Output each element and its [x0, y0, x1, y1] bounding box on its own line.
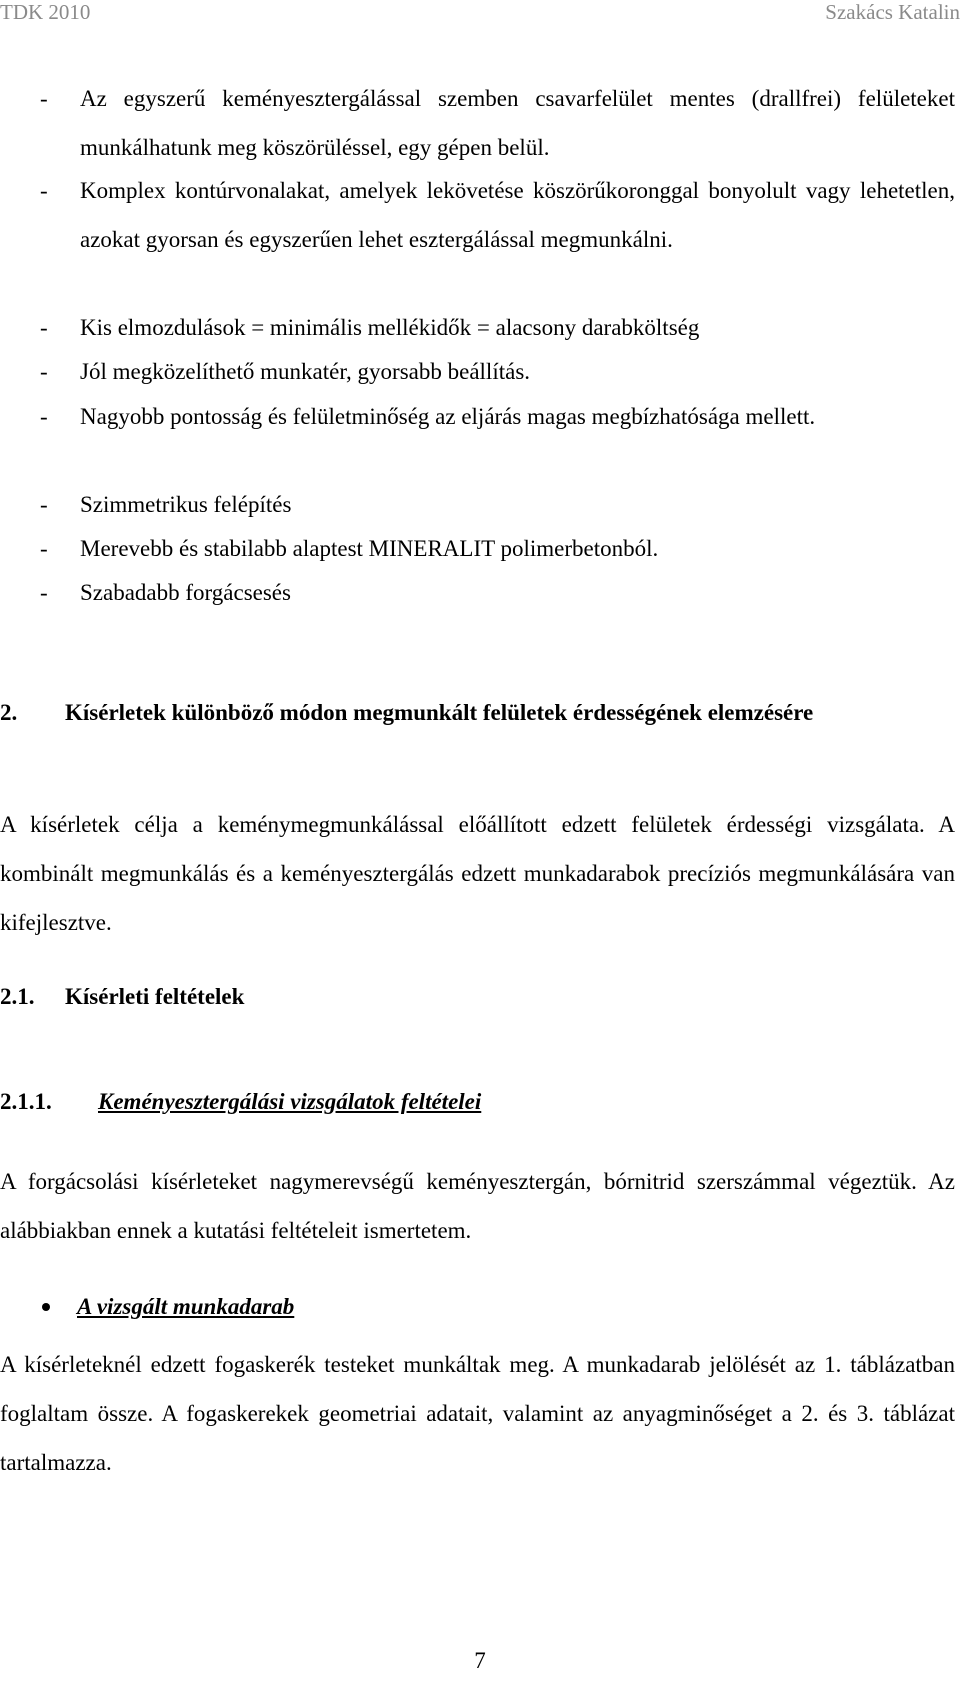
dash-marker: - — [40, 178, 48, 203]
list-item — [0, 166, 955, 264]
list-item — [0, 480, 955, 529]
workpiece-title: A vizsgált munkadarab — [77, 1294, 295, 1319]
subsection-title: Kísérleti feltételek — [65, 984, 245, 1009]
header-right: Szakács Katalin — [825, 0, 960, 24]
list-item-text: Jól megközelíthető munkatér, gyorsabb beállítás. — [80, 359, 531, 384]
section-heading — [0, 688, 955, 737]
page-number: 7 — [474, 1648, 486, 1673]
subsection-number: 2.1. — [0, 984, 35, 1009]
workpiece-paragraph: A kísérleteknél edzett fogaskerék testeket munkáltak meg. A munkadarab jelölését az 1. táblázatban foglaltam össze. A fogaskerekek geometriai adatait, valamint az anyagminőséget a 2. és 3. táblázat tartalmazza. — [0, 1352, 955, 1475]
list-item-text: Kis elmozdulások = minimális mellékidők = alacsony darabköltség — [80, 315, 700, 340]
dash-marker: - — [40, 86, 48, 111]
list-item — [0, 524, 955, 573]
subsection-heading — [0, 972, 244, 1021]
workpiece-heading — [0, 1282, 294, 1331]
subsubsection-number: 2.1.1. — [0, 1089, 52, 1114]
section-paragraph: A kísérletek célja a keménymegmunkálással előállított edzett felületek érdességi vizsgálata. A kombinált megmunkálás és a keményesztergálás edzett munkadarabok precíziós megmunkálására van kifejlesztve. — [0, 812, 955, 935]
dash-marker: - — [40, 580, 48, 605]
section-number: 2. — [0, 700, 18, 725]
dash-marker: - — [40, 315, 48, 340]
bullet-dot-icon — [42, 1303, 50, 1311]
list-item-text: Szabadabb forgácsesés — [80, 580, 291, 605]
list-item-text: Merevebb és stabilabb alaptest MINERALIT polimerbetonból. — [80, 536, 659, 561]
subsubsection-title: Keményesztergálási vizsgálatok feltételei — [98, 1089, 482, 1114]
header-left: TDK 2010 — [0, 0, 91, 24]
list-item — [0, 347, 955, 396]
list-item — [0, 392, 955, 441]
list-item-text: Komplex kontúrvonalakat, amelyek lekövetése köszörűkoronggal bonyolult vagy lehetetlen, azokat gyorsan és egyszerűen lehet esztergálással megmunkálni. — [80, 178, 955, 252]
dash-marker: - — [40, 492, 48, 517]
dash-marker: - — [40, 404, 48, 429]
list-item-text: Az egyszerű keményesztergálással szemben csavarfelület mentes (drallfrei) felületeket munkálhatunk meg köszörüléssel, egy gépen belül. — [80, 86, 955, 160]
dash-marker: - — [40, 359, 48, 384]
list-item-text: Nagyobb pontosság és felületminőség az eljárás magas megbízhatósága mellett. — [80, 404, 816, 429]
subsubsection-paragraph: A forgácsolási kísérleteket nagymerevségű keményesztergán, bórnitrid szerszámmal végeztük. Az alábbiakban ennek a kutatási feltételeit ismertetem. — [0, 1169, 955, 1243]
list-item — [0, 568, 955, 617]
list-item — [0, 303, 955, 352]
dash-marker: - — [40, 536, 48, 561]
list-item — [0, 74, 955, 172]
section-title: Kísérletek különböző módon megmunkált felületek érdességének elemzésére — [65, 700, 814, 725]
list-item-text: Szimmetrikus felépítés — [80, 492, 292, 517]
subsubsection-heading — [0, 1077, 481, 1126]
